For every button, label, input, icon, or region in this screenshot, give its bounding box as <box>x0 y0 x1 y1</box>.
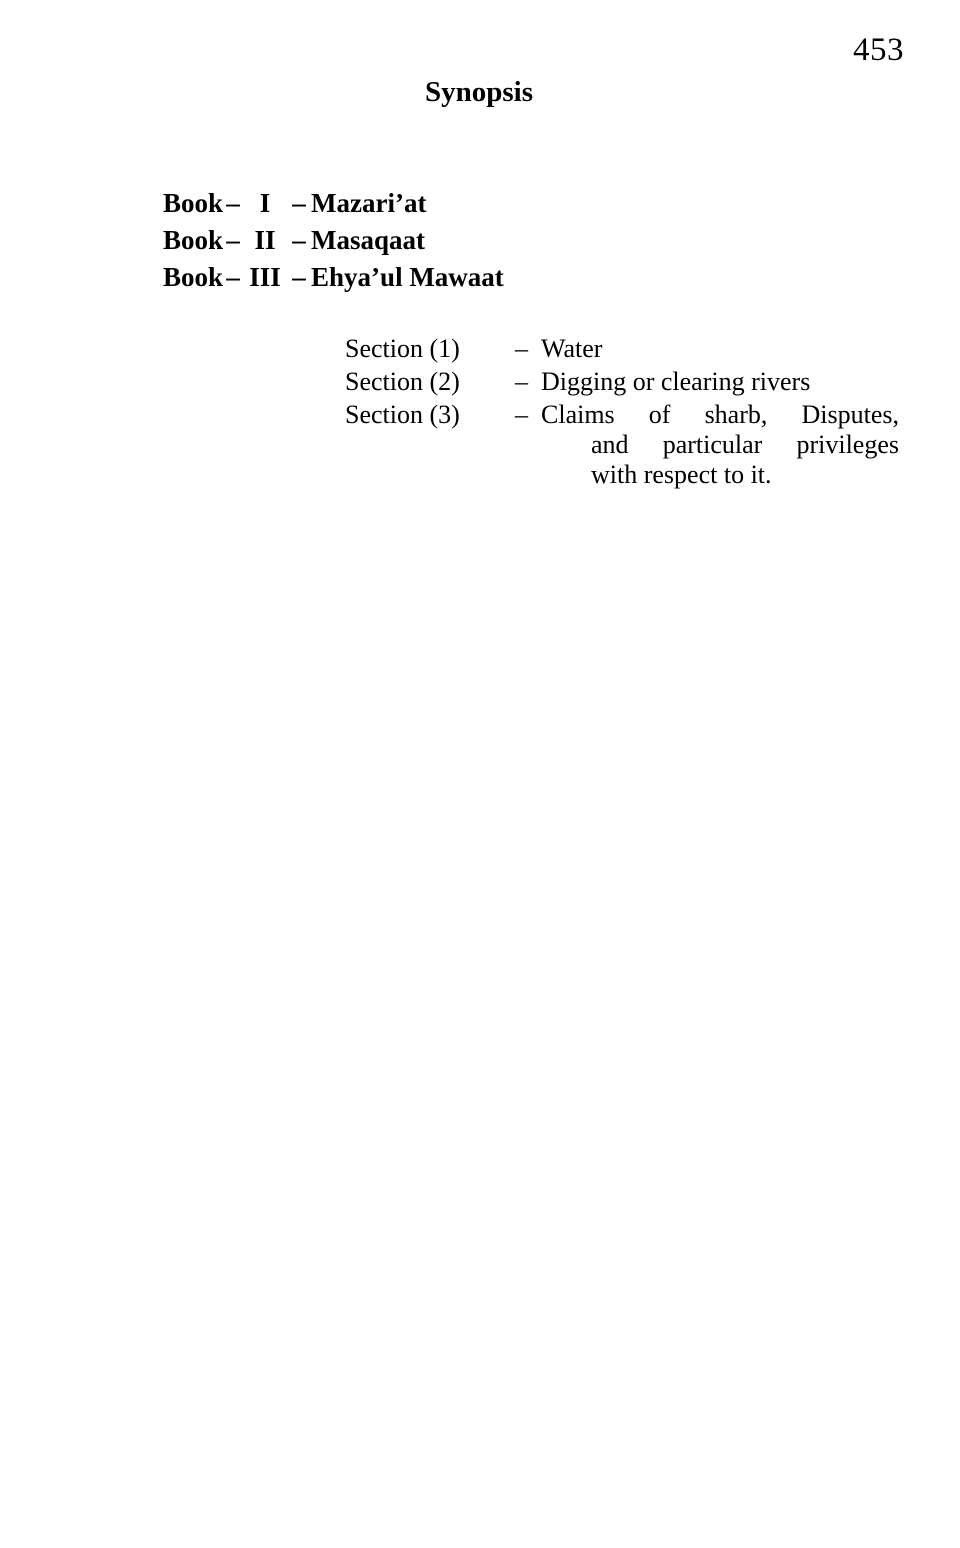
section-text-line <box>541 430 899 460</box>
book-numeral: II <box>254 225 276 255</box>
book-title: Mazari’at <box>311 188 427 218</box>
book-label: Book <box>163 262 224 292</box>
page-title-text: Synopsis <box>424 76 533 108</box>
book-title: Ehya’ul Mawaat <box>311 262 504 292</box>
section-list-item <box>345 400 901 490</box>
section-dash: – <box>515 400 528 429</box>
section-text <box>541 400 901 490</box>
section-text-word: sharb, <box>704 400 768 429</box>
section-text-line: with respect to it. <box>591 460 772 489</box>
section-text-word: and <box>591 430 629 459</box>
section-text-word: Claims <box>541 400 615 429</box>
section-text: Digging or clearing rivers <box>541 367 811 396</box>
book-dash: – <box>292 188 306 218</box>
book-numeral: I <box>259 188 271 218</box>
book-numeral: III <box>249 262 281 292</box>
section-text-line <box>541 400 899 430</box>
section-text-word: privileges <box>796 430 899 459</box>
page-title <box>0 76 960 109</box>
book-dash: – <box>226 262 240 292</box>
section-list-item <box>345 367 901 397</box>
book-list-item <box>163 225 504 256</box>
book-title: Masaqaat <box>311 225 426 255</box>
section-label: Section (1) <box>345 334 460 363</box>
section-dash: – <box>515 367 528 396</box>
page-number: 453 <box>853 32 904 68</box>
book-dash: – <box>226 188 240 218</box>
book-label: Book <box>163 188 224 218</box>
section-label: Section (2) <box>345 367 460 396</box>
section-dash: – <box>515 334 528 363</box>
book-list <box>163 188 504 299</box>
book-label: Book <box>163 225 224 255</box>
section-text-word: Disputes, <box>801 400 899 429</box>
section-list <box>345 334 901 493</box>
book-dash: – <box>226 225 240 255</box>
section-text: Water <box>541 334 603 363</box>
book-dash: – <box>292 262 306 292</box>
book-list-item <box>163 262 504 293</box>
book-list-item <box>163 188 504 219</box>
section-list-item <box>345 334 901 364</box>
section-label: Section (3) <box>345 400 460 429</box>
section-text-word: particular <box>662 430 763 459</box>
book-dash: – <box>292 225 306 255</box>
section-text-word: of <box>648 400 671 429</box>
